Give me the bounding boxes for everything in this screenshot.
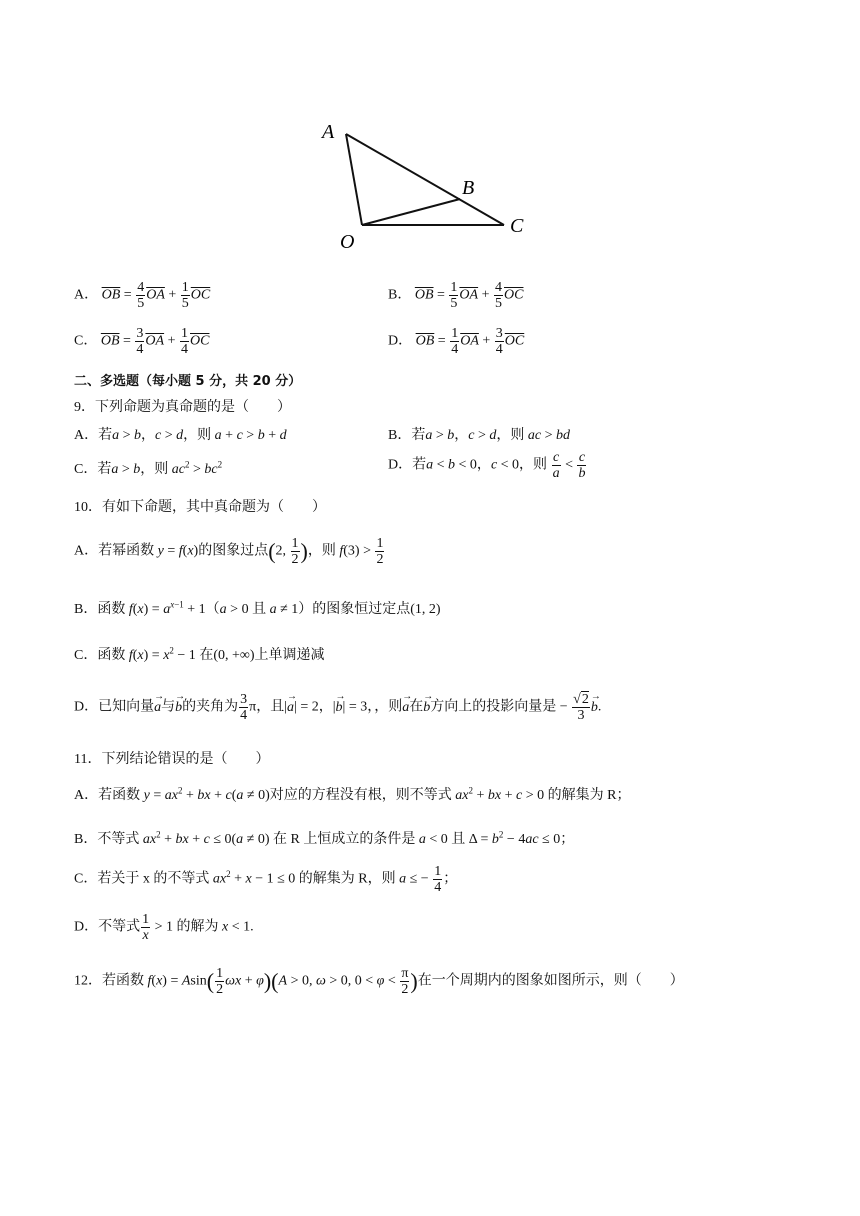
q9-option-a[interactable]: A．若a > b，c > d，则 a + c > b + d (74, 428, 287, 443)
q9-stem: 9．下列命题为真命题的是（ ） (74, 400, 291, 415)
q8-option-a[interactable]: A． $\overline{OB}$ = $\frac{4}{5}$ $\overline{OA}$ + $\frac{1}{5}$ $\overline{OC}$ (74, 280, 211, 311)
q10-option-c[interactable]: C．函数 $f(x) = x^2 - 1$ 在(0, +∞)上单调递减 (74, 645, 325, 663)
q11-option-b[interactable]: B．不等式 $ax^2$ + bx + c ≤ 0(a ≠ 0) 在 R 上恒成立的条件是 a < 0 且 $\Delta = b^2 - 4ac \le 0$； (74, 829, 575, 847)
q12-stem: 12．若函数 f(x) = Asin( $\frac{1}{2}$ ωx + φ)(A > 0, ω > 0, 0 < φ < $\frac{\pi}{2}$ )在一个周期内的图象如图所示，则（ ） (74, 966, 684, 997)
section-heading: 二、多选题（每小题 5 分，共 20 分） (74, 374, 302, 389)
q11-option-c[interactable]: C．若关于 x 的不等式 $ax^2 + x - 1 \le 0$ 的解集为 R，则 a ≤ − $\frac{1}{4}$ ； (74, 864, 458, 895)
q10-option-a[interactable]: A．若幂函数 y = f(x)的图象过点(2, $\frac{1}{2}$ )，则 f(3) > $\frac{1}{2}$ (74, 536, 384, 567)
q9-option-c[interactable]: C．若a > b，则 $ac^2 > bc^2$ (74, 459, 223, 477)
triangle-figure (316, 108, 536, 258)
segment-AO (346, 134, 362, 225)
q9-option-d[interactable]: D．若a < b < 0，c < 0，则 $\frac{c}{a}$ < $\frac{c}{b}$ (388, 450, 586, 481)
q10-option-b[interactable]: B．函数 $f(x) = a^{x-1} + 1(a > 0$ 且 a ≠ 1）的图象恒过定点(1, 2) (74, 599, 441, 617)
q8-option-b[interactable]: B． $\overline{OB}$ = $\frac{1}{5}$ $\overline{OA}$ + $\frac{4}{5}$ $\overline{OC}$ (388, 280, 524, 311)
segment-OB (362, 199, 460, 225)
segment-AC (346, 134, 504, 225)
label-A: A (322, 121, 335, 143)
q11-stem: 11．下列结论错误的是（ ） (74, 752, 270, 767)
q10-stem: 10．有如下命题，其中真命题为（ ） (74, 500, 326, 515)
q9-option-b[interactable]: B．若a > b，c > d，则 ac > bd (388, 428, 570, 443)
q8-option-d[interactable]: D． $\overline{OB}$ = $\frac{1}{4}$ $\overline{OA}$ + $\frac{3}{4}$ $\overline{OC}$ (388, 326, 525, 357)
label-O: O (340, 231, 355, 253)
q11-option-d[interactable]: D．不等式 $\frac{1}{x}$ > 1 的解为 x < 1. (74, 912, 254, 943)
label-C: C (510, 215, 524, 237)
q11-option-a[interactable]: A．若函数 $y = ax^2$ + bx + c(a ≠ 0)对应的方程没有根，则不等式 $ax^2$ + bx + c > 0 的解集为 R； (74, 785, 631, 803)
label-B: B (462, 177, 475, 199)
q10-option-d[interactable]: D．已知向量→ a与→ b的夹角为 $\frac{3}{4}$ π，且|→ a| = 2，|→ b| = 3，，则→ a在→ b方向上的投影向量是 − $\frac{√2}{3}$ → b. (74, 692, 601, 723)
q8-option-c[interactable]: C． $\overline{OB}$ = $\frac{3}{4}$ $\overline{OA}$ + $\frac{1}{4}$ $\overline{OC}$ (74, 326, 210, 357)
